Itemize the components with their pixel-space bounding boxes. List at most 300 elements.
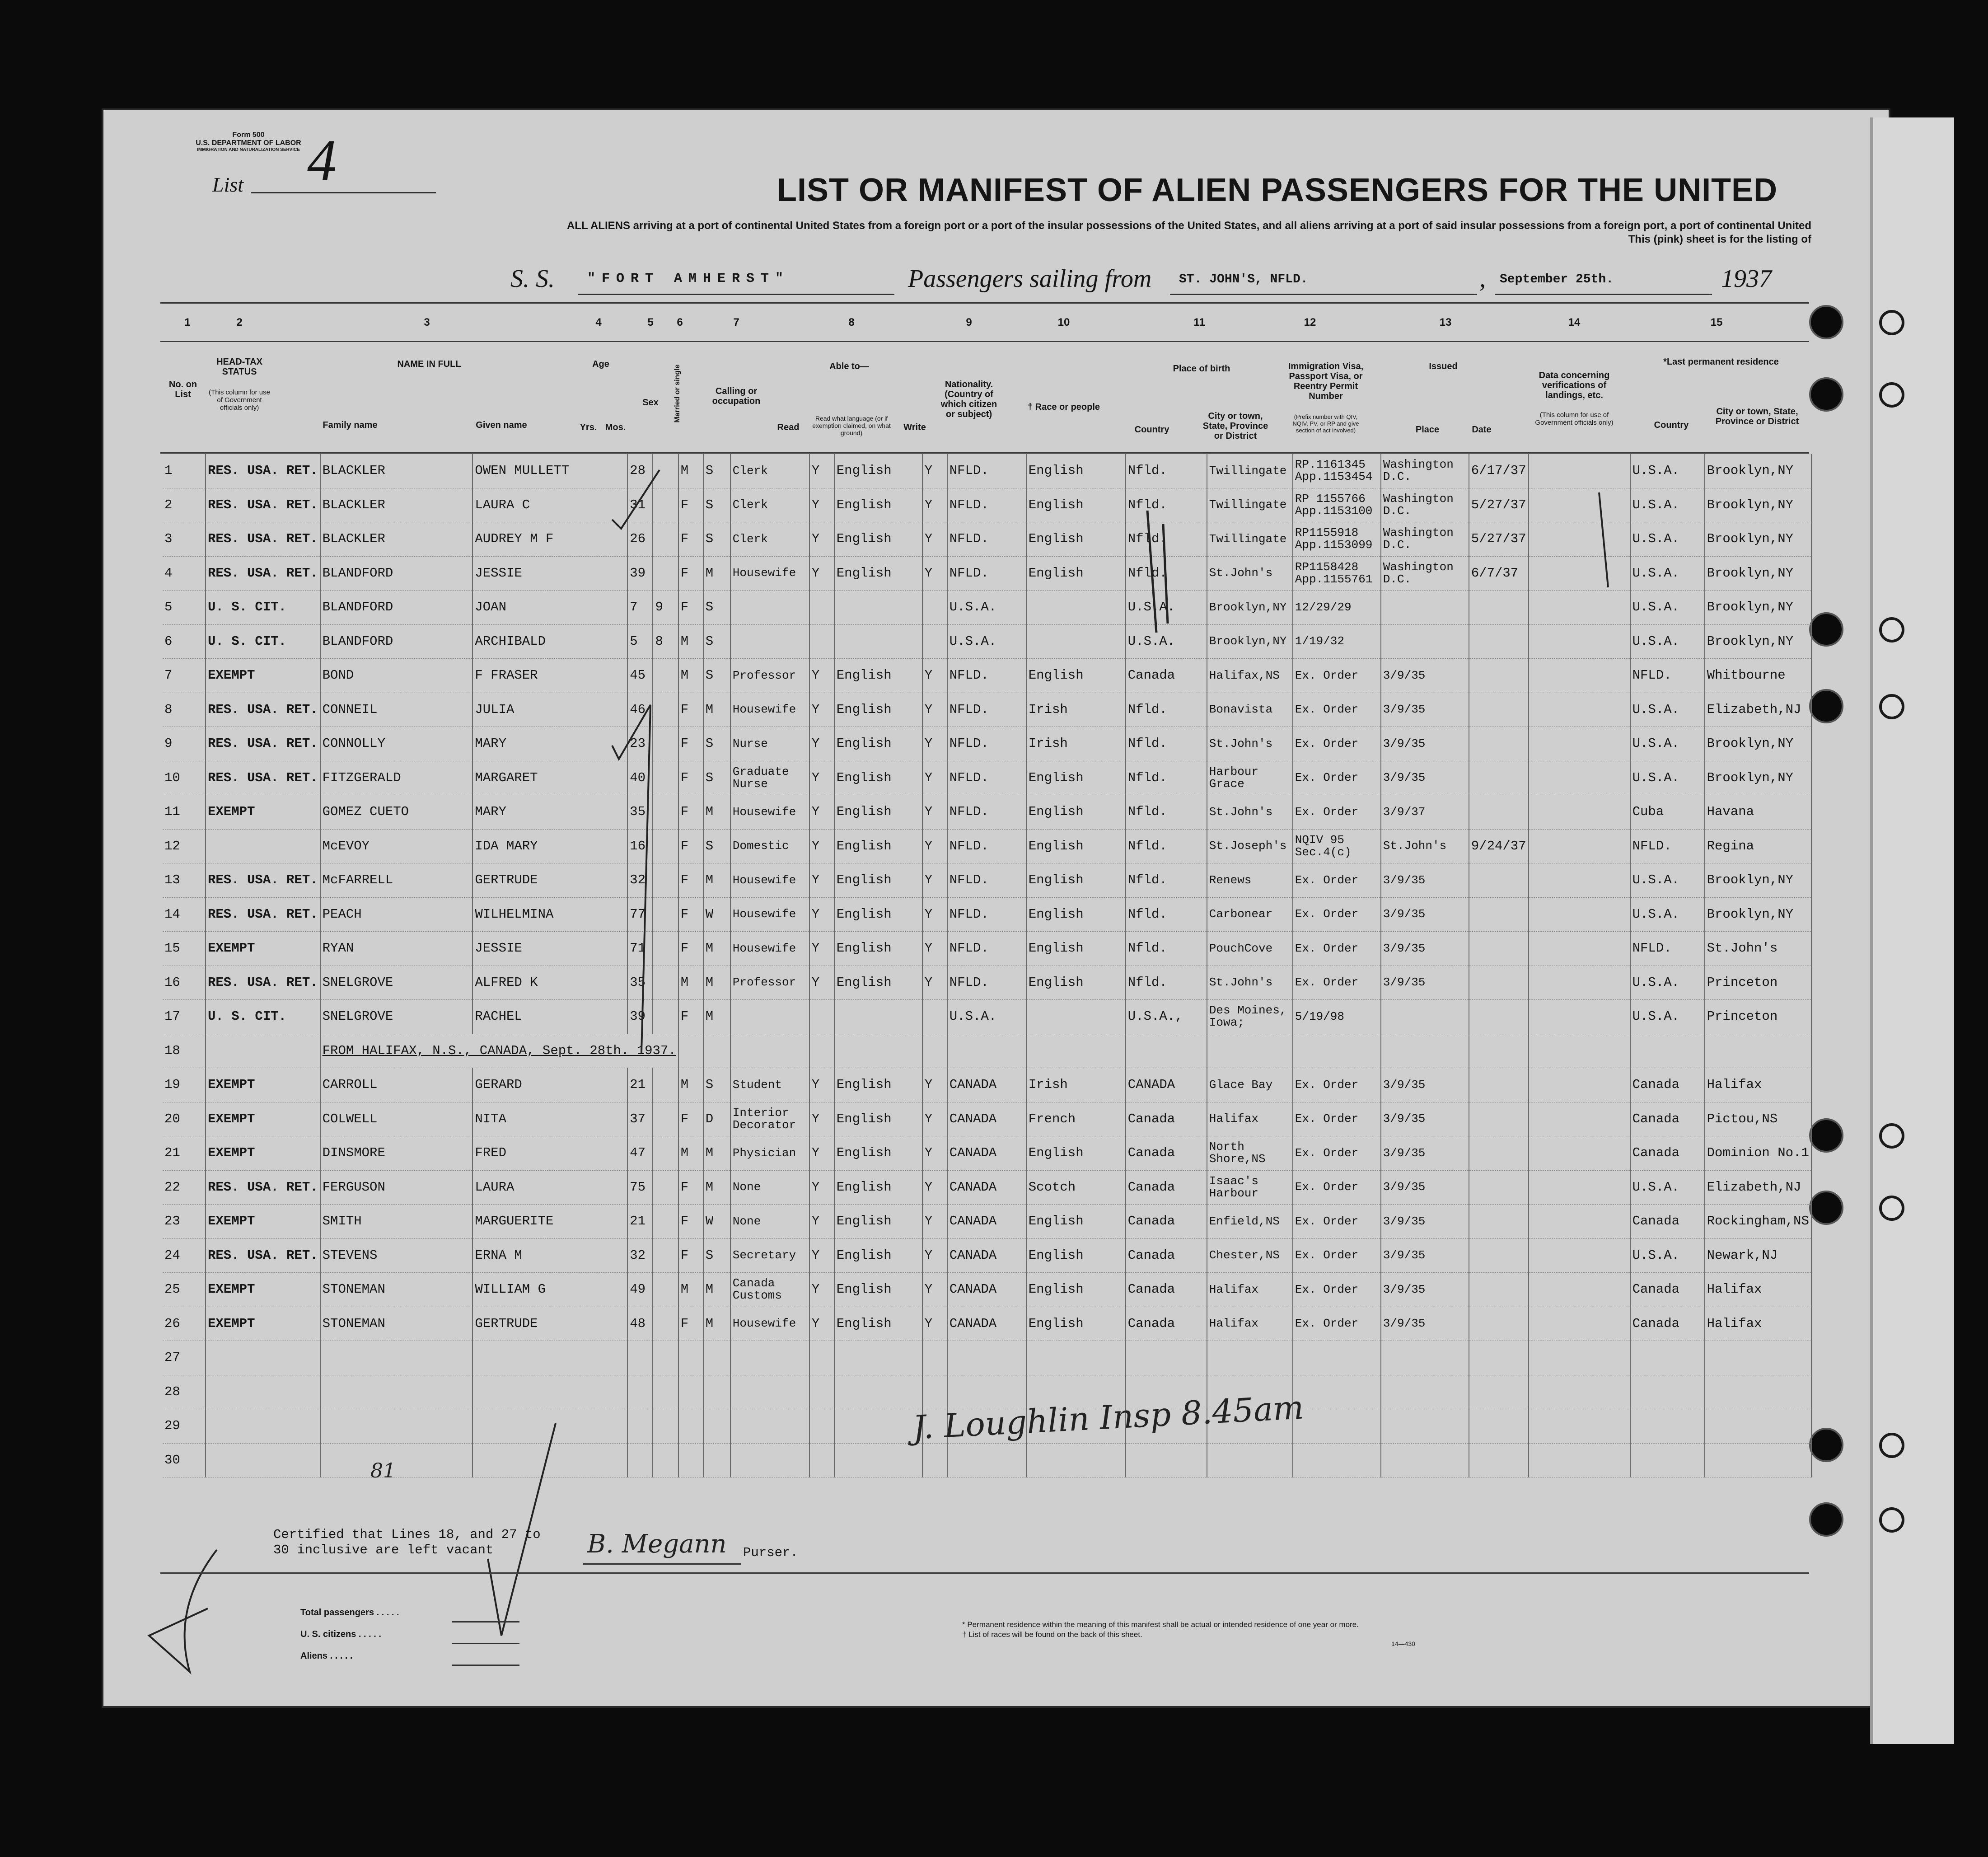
residence-city: Brooklyn,NY [1705,624,1811,659]
can-read: Y [809,488,834,522]
row-number: 23 [163,1205,206,1239]
row-number: 29 [163,1409,206,1444]
head-tax-status: RES. USA. RET. [206,693,320,727]
visa-number: Ex. Order [1293,1273,1381,1307]
departure-year: 1937 [1721,265,1772,293]
visa-number: 1/19/32 [1293,624,1381,659]
sex: F [678,932,703,966]
age-years: 28 [627,454,653,488]
occupation: Student [730,1068,809,1102]
nationality: CANADA [947,1307,1026,1341]
residence-country: Canada [1630,1068,1705,1102]
sex: M [678,454,703,488]
issued-place: 3/9/35 [1381,693,1469,727]
column-number: 14 [1568,316,1581,328]
residence-city: Regina [1705,829,1811,863]
can-read: Y [809,795,834,830]
residence-country: U.S.A. [1630,454,1705,488]
residence-city: Whitbourne [1705,659,1811,693]
family-name: CONNEIL [320,693,473,727]
sex: M [678,1273,703,1307]
race: English [1026,522,1126,557]
subtitle-line-2: This (pink) sheet is for the listing of [1628,233,1811,245]
birth-city: Halifax [1207,1307,1293,1341]
age-years: 49 [627,1273,653,1307]
language: English [834,863,922,898]
row-number: 14 [163,897,206,932]
marital-status: M [703,863,730,898]
age-years: 31 [627,488,653,522]
can-read: Y [809,863,834,898]
residence-city: Halifax [1705,1068,1811,1102]
nationality: NFLD. [947,522,1026,557]
birth-city: Twillingate [1207,488,1293,522]
total-passengers-label: Total passengers . . . . . [300,1608,399,1618]
can-write: Y [922,522,947,557]
race: Irish [1026,693,1126,727]
sex: M [678,624,703,659]
language: English [834,1170,922,1205]
header-issued: Issued [1429,361,1458,371]
nationality: CANADA [947,1102,1026,1136]
residence-country: U.S.A. [1630,556,1705,591]
birth-country: Nfld. [1126,966,1207,1000]
issued-place: 3/9/35 [1381,1307,1469,1341]
issued-place: Washington D.C. [1381,454,1469,488]
sex: F [678,1307,703,1341]
ship-name: "FORT AMHERST" [587,271,790,286]
birth-country: CANADA [1126,1068,1207,1102]
sex: F [678,591,703,625]
column-number: 3 [424,316,430,328]
residence-city: Brooklyn,NY [1705,591,1811,625]
header-place-of-birth: Place of birth [1173,364,1230,374]
birth-country: Nfld. [1126,727,1207,761]
birth-city: St.John's [1207,727,1293,761]
given-name: LAURA C [472,488,627,522]
language: English [834,932,922,966]
sex: F [678,863,703,898]
residence-city: Dominion No.1 [1705,1136,1811,1171]
language: English [834,693,922,727]
given-name: OWEN MULLETT [472,454,627,488]
residence-country: Canada [1630,1307,1705,1341]
can-read: Y [809,1136,834,1171]
marital-status: S [703,591,730,625]
age-years: 7 [627,591,653,625]
nationality: U.S.A. [947,1000,1026,1034]
head-tax-status: RES. USA. RET. [206,556,320,591]
row-number: 13 [163,863,206,898]
occupation: Housewife [730,863,809,898]
sex: F [678,488,703,522]
birth-city: North Shore,NS [1207,1136,1293,1171]
header-given-name: Given name [476,420,527,430]
family-name: BLANDFORD [320,556,473,591]
birth-country: Nfld. [1126,863,1207,898]
language: English [834,488,922,522]
totals-block [300,1602,399,1667]
occupation: Professor [730,659,809,693]
given-name: NITA [472,1102,627,1136]
birth-city: St.John's [1207,966,1293,1000]
occupation: Clerk [730,522,809,557]
issued-place: 3/9/35 [1381,1273,1469,1307]
head-tax-status: RES. USA. RET. [206,1238,320,1273]
birth-city: Chester,NS [1207,1238,1293,1273]
age-years: 71 [627,932,653,966]
form-number: Form 500 [232,131,265,139]
can-read: Y [809,1170,834,1205]
residence-city: Pictou,NS [1705,1102,1811,1136]
residence-country: U.S.A. [1630,1000,1705,1034]
row-number: 4 [163,556,206,591]
birth-city: St.Joseph's [1207,829,1293,863]
age-years: 37 [627,1102,653,1136]
given-name: GERTRUDE [472,863,627,898]
given-name: MARGARET [472,761,627,795]
head-tax-status: EXEMPT [206,932,320,966]
occupation: Professor [730,966,809,1000]
residence-city: Havana [1705,795,1811,830]
occupation: Clerk [730,488,809,522]
residence-city: Brooklyn,NY [1705,727,1811,761]
nationality: NFLD. [947,693,1026,727]
marital-status: M [703,795,730,830]
race: English [1026,1205,1126,1239]
row-number: 26 [163,1307,206,1341]
sailing-label: Passengers sailing from [908,265,1152,293]
marital-status: S [703,1068,730,1102]
inspection-slash [1163,524,1168,624]
head-tax-status: RES. USA. RET. [206,1170,320,1205]
can-read: Y [809,829,834,863]
header-language: Read what language (or if exemption claimed, on what ground) [812,415,891,436]
occupation: Interior Decorator [730,1102,809,1136]
visa-number: Ex. Order [1293,1136,1381,1171]
sex: F [678,829,703,863]
visa-number: NQIV 95 Sec.4(c) [1293,829,1381,863]
sex: M [678,966,703,1000]
issued-date: 5/27/37 [1469,488,1529,522]
sex: F [678,1000,703,1034]
header-head-tax-note: (This column for use of Government officials only) [209,389,270,412]
issued-place: 3/9/37 [1381,795,1469,830]
given-name: GERTRUDE [472,1307,627,1341]
given-name: IDA MARY [472,829,627,863]
age-years: 32 [627,863,653,898]
marital-status: S [703,761,730,795]
birth-city: Twillingate [1207,522,1293,557]
issued-place: Washington D.C. [1381,488,1469,522]
residence-city: Newark,NJ [1705,1238,1811,1273]
subtitle-line-1: ALL ALIENS arriving at a port of continental United States from a foreign port or a port of the insular possessions of the United States, and all aliens arriving at a port of said insular possessions from a foreign port, a port of continental United [566,220,1811,232]
issued-place: 3/9/35 [1381,761,1469,795]
occupation: Clerk [730,454,809,488]
birth-city: Carbonear [1207,897,1293,932]
can-read: Y [809,1238,834,1273]
occupation: Housewife [730,556,809,591]
header-last-residence: *Last permanent residence [1663,357,1779,367]
language: English [834,897,922,932]
visa-number: Ex. Order [1293,1307,1381,1341]
can-write: Y [922,1307,947,1341]
family-name: FITZGERALD [320,761,473,795]
family-name: BLANDFORD [320,624,473,659]
footnote-races: † List of races will be found on the back of this sheet. [962,1630,1142,1639]
head-tax-status: RES. USA. RET. [206,488,320,522]
sex: F [678,1102,703,1136]
birth-country: Nfld. [1126,454,1207,488]
age-months: 8 [653,624,678,659]
marital-status: M [703,1170,730,1205]
given-name: ALFRED K [472,966,627,1000]
issued-date: 9/24/37 [1469,829,1529,863]
header-data-note: (This column for use of Government officials only) [1535,411,1614,427]
birth-city: Halifax,NS [1207,659,1293,693]
issued-place: 3/9/35 [1381,932,1469,966]
row-number: 12 [163,829,206,863]
given-name: GERARD [472,1068,627,1102]
header-age: Age [592,359,609,369]
family-name: SNELGROVE [320,1000,473,1034]
can-write: Y [922,761,947,795]
nationality: NFLD. [947,932,1026,966]
residence-city: Rockingham,NS [1705,1205,1811,1239]
issued-place: 3/9/35 [1381,1068,1469,1102]
nationality: U.S.A. [947,624,1026,659]
head-tax-status: RES. USA. RET. [206,522,320,557]
nationality: NFLD. [947,966,1026,1000]
race: English [1026,795,1126,830]
residence-city: Halifax [1705,1273,1811,1307]
margin-curve [149,1550,217,1672]
marital-status: M [703,693,730,727]
race: English [1026,966,1126,1000]
language: English [834,1136,922,1171]
can-read: Y [809,761,834,795]
given-name: JESSIE [472,556,627,591]
can-read: Y [809,693,834,727]
row-number: 19 [163,1068,206,1102]
residence-country: Canada [1630,1102,1705,1136]
sex: F [678,1238,703,1273]
issued-place: 3/9/35 [1381,966,1469,1000]
purser-signature: B. Megann [587,1529,727,1559]
head-tax-status: U. S. CIT. [206,624,320,659]
residence-country: U.S.A. [1630,1238,1705,1273]
family-name: FERGUSON [320,1170,473,1205]
can-write: Y [922,932,947,966]
row-number: 15 [163,932,206,966]
language: English [834,1205,922,1239]
residence-country: U.S.A. [1630,863,1705,898]
certification-line-1: Certified that Lines 18, and 27 to [273,1527,541,1542]
row-number: 17 [163,1000,206,1034]
age-years: 39 [627,1000,653,1034]
head-tax-status: EXEMPT [206,1205,320,1239]
given-name: RACHEL [472,1000,627,1034]
row-number: 5 [163,591,206,625]
residence-country: U.S.A. [1630,897,1705,932]
row-number: 16 [163,966,206,1000]
given-name: FRED [472,1136,627,1171]
language: English [834,829,922,863]
age-check-line [612,705,650,1053]
column-number: 8 [848,316,855,328]
row-number: 30 [163,1443,206,1477]
header-res-city: City or town, State, Province or District [1715,407,1799,427]
issued-date: 6/7/37 [1469,556,1529,591]
can-read: Y [809,1205,834,1239]
given-name: MARY [472,795,627,830]
language: English [834,1068,922,1102]
departure-date: September 25th. [1500,272,1614,286]
issued-date: 6/17/37 [1469,454,1529,488]
can-write: Y [922,1205,947,1239]
family-name: McFARRELL [320,863,473,898]
age-years: 39 [627,556,653,591]
head-tax-status: RES. USA. RET. [206,863,320,898]
can-read: Y [809,727,834,761]
row-number: 11 [163,795,206,830]
race: English [1026,1307,1126,1341]
head-tax-status: U. S. CIT. [206,1000,320,1034]
column-number: 11 [1193,316,1205,328]
given-name: JESSIE [472,932,627,966]
header-married: Married or single [674,364,681,423]
head-tax-status: RES. USA. RET. [206,454,320,488]
given-name: ARCHIBALD [472,624,627,659]
can-write: Y [922,966,947,1000]
language: English [834,795,922,830]
column-number: 12 [1304,316,1316,328]
marital-status: M [703,1273,730,1307]
can-write: Y [922,1170,947,1205]
birth-city: Halifax [1207,1102,1293,1136]
visa-number: Ex. Order [1293,1102,1381,1136]
age-years: 16 [627,829,653,863]
can-write: Y [922,1102,947,1136]
birth-city: Bonavista [1207,693,1293,727]
age-check-line [612,470,660,529]
inspection-slash [1147,511,1156,633]
head-tax-status: RES. USA. RET. [206,897,320,932]
birth-country: Nfld. [1126,795,1207,830]
visa-number: Ex. Order [1293,659,1381,693]
visa-number: RP 1155766 App.1153100 [1293,488,1381,522]
residence-city: Brooklyn,NY [1705,488,1811,522]
nationality: NFLD. [947,829,1026,863]
can-write: Y [922,897,947,932]
department-name: U.S. DEPARTMENT OF LABOR [196,139,301,147]
marital-status: D [703,1102,730,1136]
given-name: WILHELMINA [472,897,627,932]
residence-country: Canada [1630,1205,1705,1239]
occupation: Housewife [730,1307,809,1341]
header-birth-country: Country [1134,425,1169,435]
birth-city: Harbour Grace [1207,761,1293,795]
birth-city: Enfield,NS [1207,1205,1293,1239]
residence-country: U.S.A. [1630,693,1705,727]
row-number: 10 [163,761,206,795]
header-family-name: Family name [323,420,378,430]
sex: F [678,897,703,932]
row-number: 9 [163,727,206,761]
family-name: BLACKLER [320,454,473,488]
birth-country: Canada [1126,1205,1207,1239]
column-number: 6 [677,316,683,328]
can-read: Y [809,522,834,557]
age-years: 75 [627,1170,653,1205]
column-number: 15 [1710,316,1723,328]
given-name: ERNA M [472,1238,627,1273]
visa-number: Ex. Order [1293,795,1381,830]
marital-status: S [703,624,730,659]
visa-number: Ex. Order [1293,693,1381,727]
row-number: 7 [163,659,206,693]
given-name: JULIA [472,693,627,727]
birth-city: St.John's [1207,556,1293,591]
visa-number: RP1155918 App.1153099 [1293,522,1381,557]
head-tax-status: EXEMPT [206,1068,320,1102]
header-data-concerning: Data concerning verifications of landings, etc. [1539,370,1610,400]
column-number: 1 [184,316,191,328]
head-tax-status: EXEMPT [206,1273,320,1307]
birth-country: Nfld. [1126,522,1207,557]
birth-city: Brooklyn,NY [1207,624,1293,659]
can-write: Y [922,795,947,830]
sex: F [678,1205,703,1239]
row-number: 8 [163,693,206,727]
occupation: Graduate Nurse [730,761,809,795]
head-tax-status: EXEMPT [206,1136,320,1171]
nationality: NFLD. [947,761,1026,795]
row-number: 24 [163,1238,206,1273]
age-months: 9 [653,591,678,625]
family-name: STONEMAN [320,1273,473,1307]
residence-country: Cuba [1630,795,1705,830]
race: Irish [1026,727,1126,761]
can-write: Y [922,556,947,591]
page-title: LIST OR MANIFEST OF ALIEN PASSENGERS FOR THE UNITED [777,172,1778,208]
nationality: NFLD. [947,488,1026,522]
race: English [1026,829,1126,863]
residence-country: U.S.A. [1630,591,1705,625]
family-name: BLANDFORD [320,591,473,625]
family-name: RYAN [320,932,473,966]
given-name: F FRASER [472,659,627,693]
total-passengers-line [452,1621,519,1623]
header-read: Read [777,422,800,432]
header-calling: Calling or occupation [712,386,761,406]
race: English [1026,659,1126,693]
nationality: CANADA [947,1170,1026,1205]
row-number: 1 [163,454,206,488]
residence-city: Elizabeth,NJ [1705,1170,1811,1205]
header-res-country: Country [1654,420,1689,430]
age-years: 35 [627,966,653,1000]
page-total-number: 81 [370,1459,396,1482]
birth-country: Canada [1126,1102,1207,1136]
marital-status: S [703,1238,730,1273]
can-write: Y [922,1238,947,1273]
birth-country: Canada [1126,1170,1207,1205]
family-name: BOND [320,659,473,693]
residence-country: NFLD. [1630,659,1705,693]
can-write: Y [922,454,947,488]
occupation: Domestic [730,829,809,863]
